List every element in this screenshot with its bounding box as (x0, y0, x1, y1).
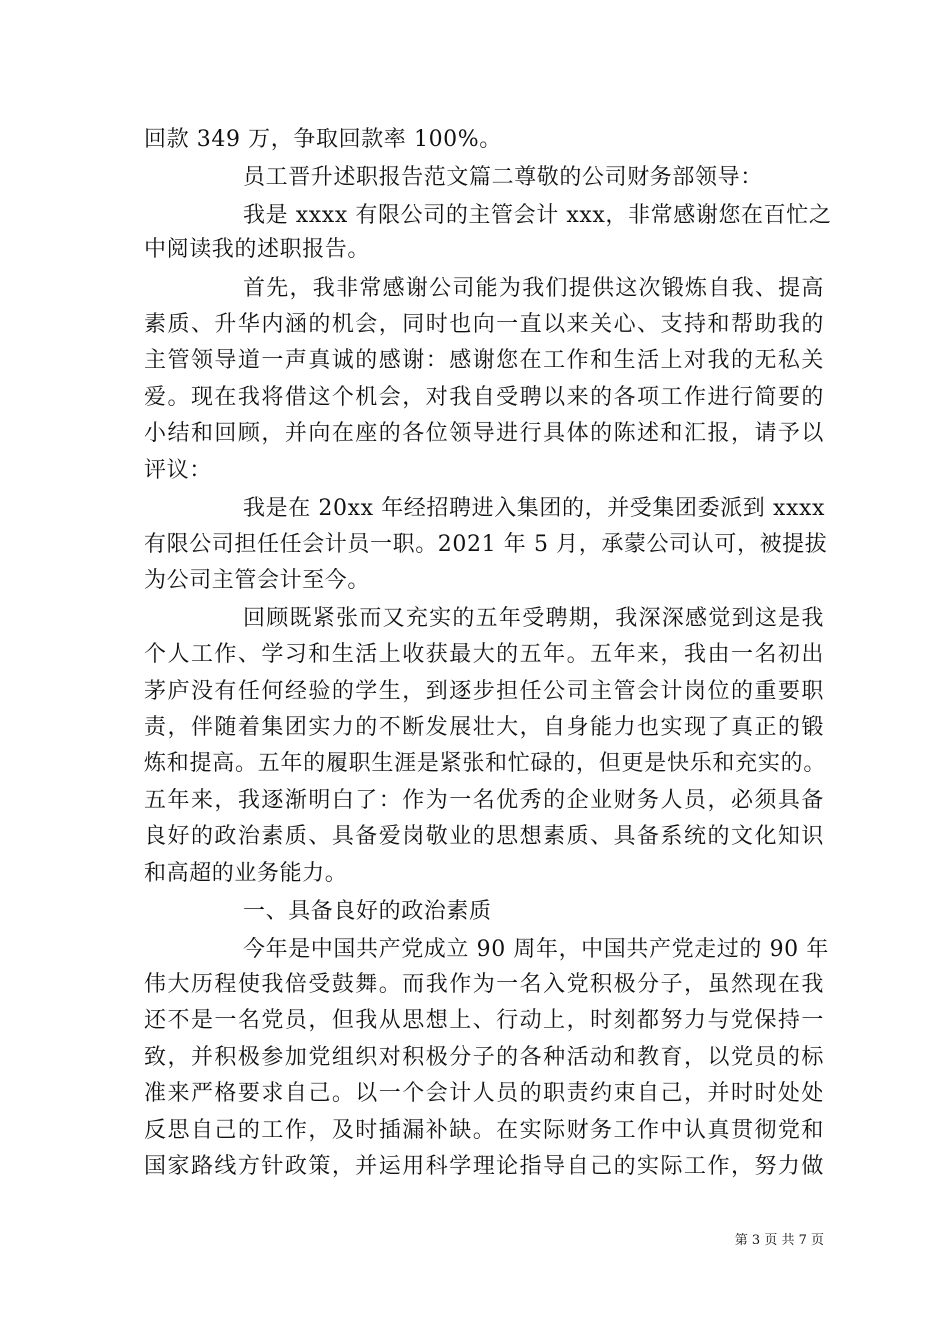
text-line: 爱。现在我将借这个机会，对我自受聘以来的各项工作进行简要的 (144, 385, 824, 410)
page-number-footer: 第 3 页 共 7 页 (734, 1233, 824, 1248)
text-line: 员工晋升述职报告范文篇二尊敬的公司财务部领导： (243, 165, 763, 190)
text-line: 为公司主管会计至今。 (144, 568, 371, 593)
text-line: 个人工作、学习和生活上收获最大的五年。五年来，我由一名初出 (144, 642, 824, 667)
text-line: 回顾既紧张而又充实的五年受聘期，我深深感觉到这是我 (243, 606, 824, 631)
text-line: 主管领导道一声真诚的感谢：感谢您在工作和生活上对我的无私关 (144, 348, 824, 373)
text-line: 我是在 20xx 年经招聘进入集团的，并受集团委派到 xxxx (243, 496, 826, 521)
text-line: 有限公司担任任会计员一职。2021 年 5 月，承蒙公司认可，被提拔 (144, 532, 828, 557)
text-line: 伟大历程使我倍受鼓舞。而我作为一名入党积极分子，虽然现在我 (144, 972, 824, 997)
text-line: 和高超的业务能力。 (144, 861, 348, 886)
text-line: 中阅读我的述职报告。 (144, 237, 371, 262)
text-line: 责，伴随着集团实力的不断发展壮大，自身能力也实现了真正的锻 (144, 715, 824, 740)
section-heading: 一、具备良好的政治素质 (243, 899, 492, 924)
text-line: 国家路线方针政策，并运用科学理论指导自己的实际工作，努力做 (144, 1154, 824, 1179)
text-line: 回款 349 万，争取回款率 100%。 (144, 127, 502, 152)
text-line: 准来严格要求自己。以一个会计人员的职责约束自己，并时时处处 (144, 1081, 824, 1106)
text-line: 茅庐没有任何经验的学生，到逐步担任公司主管会计岗位的重要职 (144, 679, 824, 704)
text-line: 良好的政治素质、具备爱岗敬业的思想素质、具备系统的文化知识 (144, 824, 824, 849)
text-line: 小结和回顾，并向在座的各位领导进行具体的陈述和汇报，请予以 (144, 421, 824, 446)
text-line: 素质、升华内涵的机会，同时也向一直以来关心、支持和帮助我的 (144, 312, 824, 337)
text-line: 致，并积极参加党组织对积极分子的各种活动和教育，以党员的标 (144, 1045, 824, 1070)
text-line: 炼和提高。五年的履职生涯是紧张和忙碌的，但更是快乐和充实的。 (144, 751, 826, 776)
text-line: 首先，我非常感谢公司能为我们提供这次锻炼自我、提高 (243, 276, 824, 301)
text-line: 还不是一名党员，但我从思想上、行动上，时刻都努力与党保持一 (144, 1008, 824, 1033)
text-line: 我是 xxxx 有限公司的主管会计 xxx，非常感谢您在百忙之 (243, 203, 832, 228)
text-line: 评议： (144, 458, 212, 483)
text-line: 五年来，我逐渐明白了：作为一名优秀的企业财务人员，必须具备 (144, 788, 824, 813)
text-line: 反思自己的工作，及时插漏补缺。在实际财务工作中认真贯彻党和 (144, 1118, 824, 1143)
text-line: 今年是中国共产党成立 90 周年，中国共产党走过的 90 年 (243, 937, 829, 962)
